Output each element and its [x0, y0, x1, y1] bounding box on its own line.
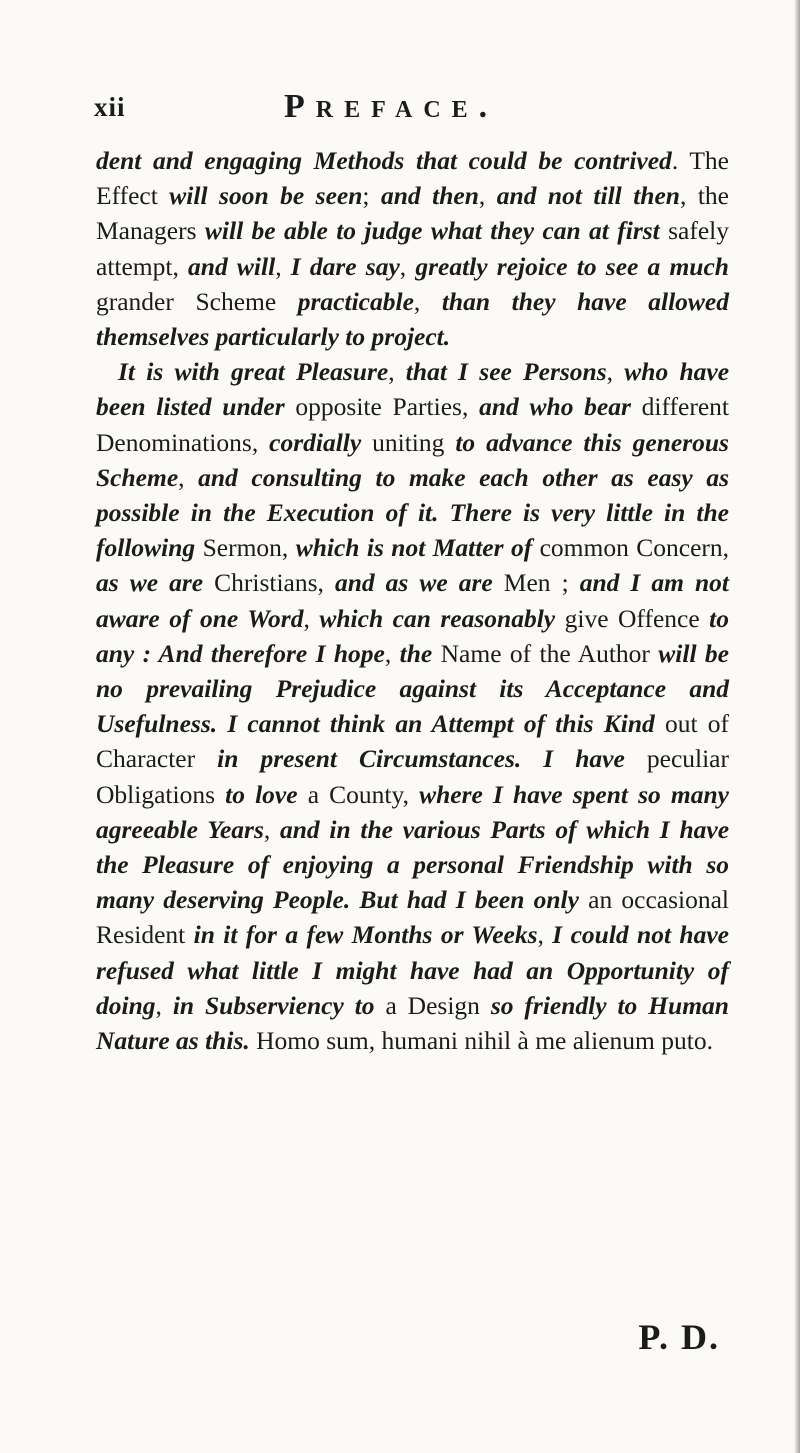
- roman-run: ,: [537, 920, 553, 950]
- italic-run: who have been listed under: [96, 357, 730, 422]
- italic-run: to advance this generous Scheme: [96, 427, 729, 492]
- italic-run: and I am not aware of one Word: [96, 568, 730, 633]
- roman-run: ,: [155, 990, 173, 1020]
- roman-run: ,: [303, 603, 320, 633]
- roman-run: ,: [478, 181, 497, 211]
- italic-run: It is with great Pleasure: [118, 357, 389, 387]
- roman-run: ,: [178, 462, 199, 492]
- italic-run: and not till then: [496, 181, 680, 211]
- italic-run: I could not have refused what little I might have had an Opportunity of doing: [96, 920, 729, 1020]
- roman-run: Sermon,: [195, 533, 296, 563]
- roman-run: an occasional Resident: [96, 885, 729, 950]
- italic-run: as we are: [96, 568, 204, 598]
- roman-run: ,: [399, 251, 416, 281]
- roman-run: , the Managers: [96, 181, 730, 246]
- italic-run: and will: [188, 251, 276, 281]
- italic-run: to love: [225, 779, 298, 809]
- roman-run: out of Character: [96, 709, 729, 774]
- paragraph-continued: [96, 143, 729, 354]
- italic-run: practicable: [297, 286, 414, 316]
- roman-run: different Denominations,: [96, 392, 729, 457]
- italic-run: in Subserviency to: [172, 990, 375, 1020]
- italic-run: and then: [380, 181, 479, 211]
- roman-run: ,: [384, 638, 400, 668]
- roman-run: give Offence: [555, 603, 710, 633]
- roman-run: Christians,: [203, 568, 335, 598]
- roman-run: ,: [388, 357, 406, 387]
- roman-run: ;: [362, 181, 381, 211]
- italic-run: to any : And therefore I hope: [96, 603, 729, 668]
- roman-run: grander Scheme: [96, 286, 298, 316]
- preface-text: [96, 143, 729, 1058]
- roman-run: peculiar Obligations: [96, 744, 729, 809]
- italic-run: and in the various Parts of which I have the Pleasure of enjoying a personal Friendship with so many deserving People. But had I been only: [96, 814, 730, 915]
- italic-run: and as we are: [334, 568, 493, 598]
- running-head: Preface.: [284, 88, 499, 125]
- roman-run: Effect: [96, 181, 158, 211]
- roman-run: Men ;: [492, 568, 580, 598]
- roman-run: Homo sum, humani nihil à me alienum puto.: [249, 1026, 713, 1056]
- italic-run: in present Circumstances. I have: [217, 744, 625, 774]
- roman-run: common Concern,: [532, 533, 730, 563]
- page-edge-shadow: [794, 0, 800, 1453]
- italic-run: the: [399, 638, 433, 668]
- italic-run: will be able to judge what they can at first: [204, 216, 660, 246]
- italic-run: and consulting to make each other as easy as possible in the Execution of it. There is very little in the following: [96, 462, 729, 563]
- roman-run: safely attempt,: [96, 216, 730, 281]
- italic-run: and who bear: [479, 392, 631, 422]
- roman-run: ,: [606, 357, 625, 387]
- italic-run: that I see Persons: [405, 357, 607, 387]
- italic-run: dent and engaging Methods that could be contrived: [96, 146, 672, 175]
- italic-run: I dare say: [290, 251, 400, 281]
- italic-run: which can reasonably: [319, 603, 556, 633]
- italic-run: cordially: [269, 427, 362, 457]
- roman-run: ,: [275, 251, 291, 281]
- roman-run: Name of the Author: [432, 638, 659, 668]
- italic-run: which is not Matter of: [295, 533, 533, 563]
- italic-run: than they have allowed themselves particularly to project.: [96, 286, 729, 352]
- italic-run: will soon be seen: [157, 181, 363, 211]
- italic-run: so friendly to Human Nature as this.: [96, 990, 729, 1056]
- italic-run: where I have spent so many agreeable Years: [96, 779, 729, 844]
- roman-run: a Design: [374, 990, 491, 1020]
- author-initials: P. D.: [638, 1317, 720, 1357]
- roman-run: ,: [263, 814, 280, 844]
- roman-run: . The: [671, 146, 729, 175]
- page-number: xii: [94, 92, 126, 122]
- page-header: [88, 88, 760, 138]
- roman-run: ,: [413, 286, 442, 316]
- paragraph-main: [96, 354, 729, 1058]
- italic-run: in it for a few Months or Weeks: [193, 920, 538, 950]
- italic-run: greatly rejoice to see a much: [415, 251, 729, 281]
- roman-run: a County,: [297, 779, 420, 809]
- italic-run: will be no prevailing Prejudice against its Acceptance and Usefulness. I cannot think an Attempt of this Kind: [96, 638, 729, 739]
- roman-run: opposite Parties,: [284, 392, 480, 422]
- roman-run: uniting: [361, 427, 456, 457]
